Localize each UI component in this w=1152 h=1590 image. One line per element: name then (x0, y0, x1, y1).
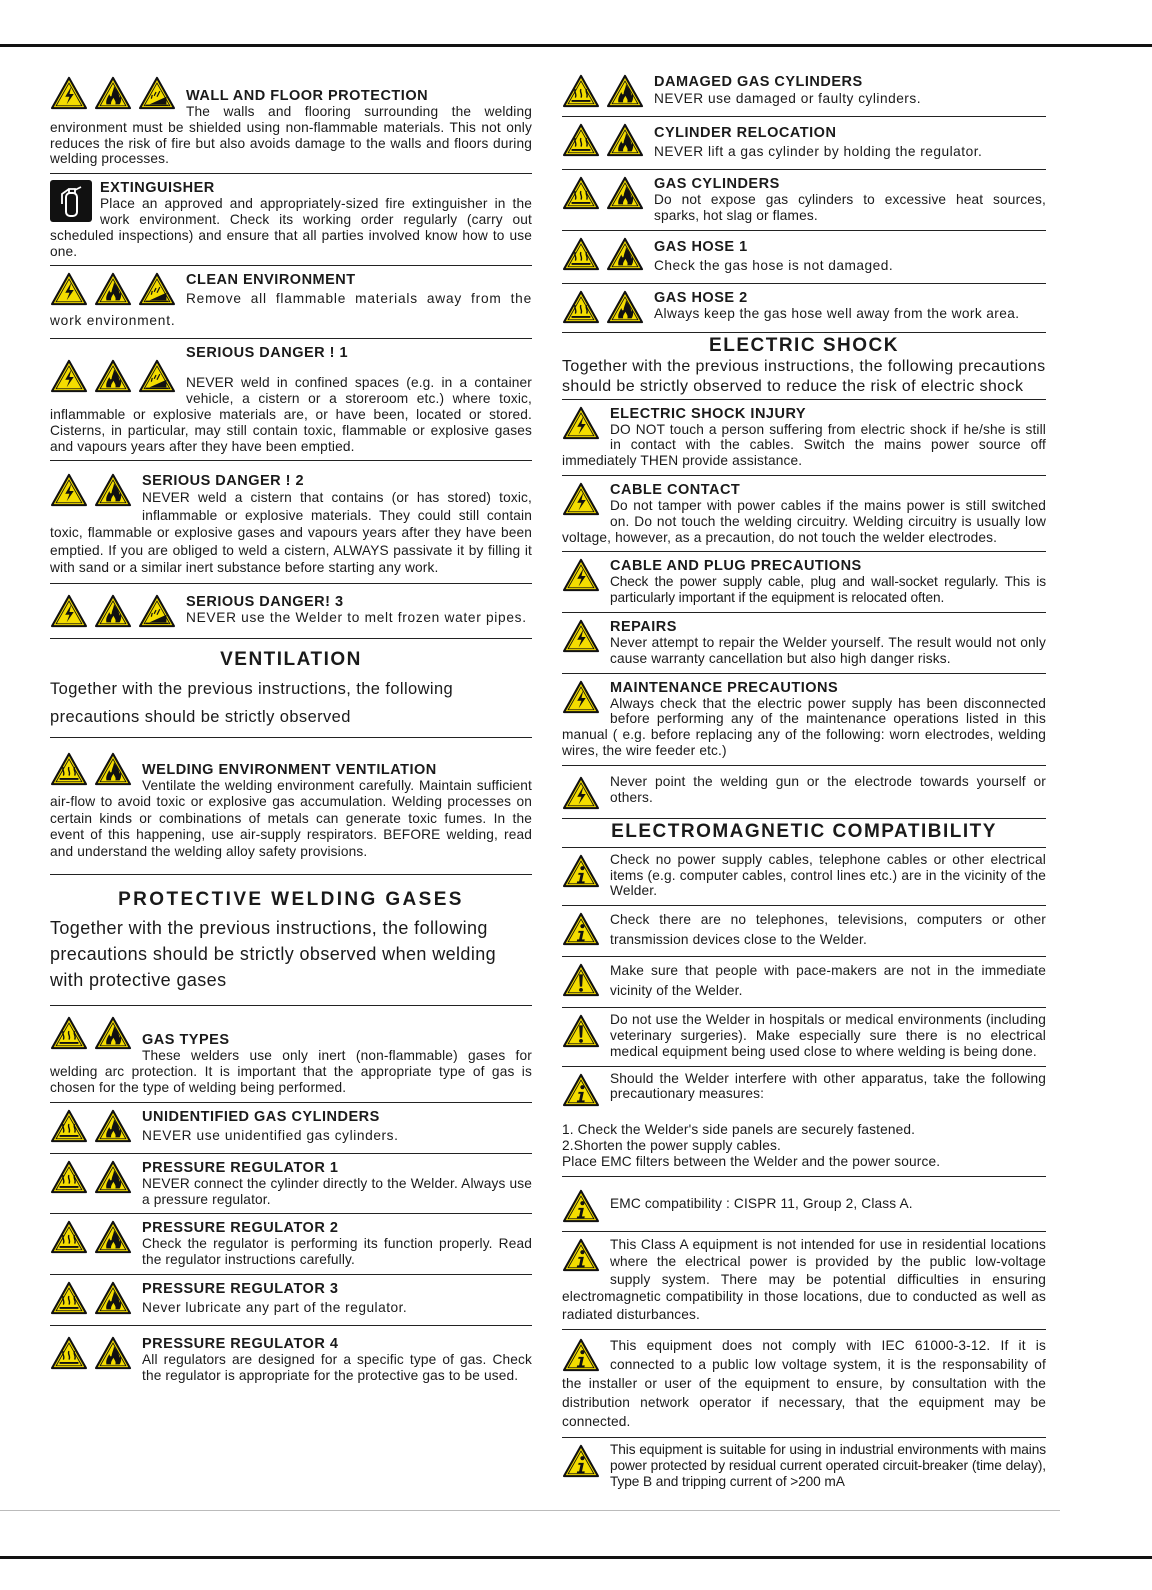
electric-shock-warning-icon (50, 473, 88, 507)
emc-heading: ELECTROMAGNETIC COMPATIBILITY (562, 819, 1046, 848)
section-text: All regulators are designed for a specific type of gas. Check the regulator is appropriate for the protective gas to be used. (142, 1351, 532, 1383)
section-text: Make sure that people with pace-makers are not in the immediate vicinity of the Welder. (610, 963, 1046, 999)
electric-shock-injury-section (562, 400, 1046, 476)
welding-ventilation-section (50, 738, 532, 876)
gas-hose-1-section (562, 231, 1046, 284)
information-warning-icon (562, 1189, 600, 1223)
cable-contact-section (562, 476, 1046, 552)
gas-hose-2-section (562, 284, 1046, 333)
section-text: Do not use the Welder in hospitals or medical environments (including veterinary surgeries). Make especially sure there is no electrical medical equipment being used close to where welding is being done. (610, 1012, 1046, 1059)
electric-shock-intro: Together with the previous instructions, the following precautions should be strictly observed to reduce the risk of electric shock (562, 357, 1046, 400)
hot-surface-warning-icon (50, 1160, 88, 1194)
fire-extinguisher-icon (50, 180, 92, 222)
section-text: NEVER connect the cylinder directly to the Welder. Always use a pressure regulator. (142, 1175, 532, 1207)
right-column (562, 70, 1046, 1495)
section-title: DAMAGED GAS CYLINDERS (654, 74, 863, 90)
electric-shock-warning-icon (562, 680, 600, 714)
section-text: Never attempt to repair the Welder yourself. The result would not only cause warranty cancellation but also high danger risks. (610, 634, 1046, 666)
section-title: MAINTENANCE PRECAUTIONS (610, 679, 839, 696)
section-text: Remove all flammable materials away from the work environment. (50, 291, 532, 329)
section-text: NEVER use damaged or faulty cylinders. (654, 91, 922, 106)
electric-shock-heading: ELECTRIC SHOCK (709, 334, 899, 356)
section-text: Do not tamper with power cables if the mains power is still switched on. Do not touch the welding circuitry. Welding circuitry is usually low voltage, however, as a precaution, do not touch the welder electrodes. (562, 497, 1046, 545)
fire-warning-icon (94, 1281, 132, 1315)
emc-industrial-section (562, 1438, 1046, 1495)
electric-shock-warning-icon (562, 406, 600, 440)
flammable-materials-warning-icon (138, 76, 176, 110)
ventilation-heading: VENTILATION (220, 648, 362, 670)
hot-surface-warning-icon (562, 237, 600, 271)
hot-surface-warning-icon (50, 1281, 88, 1315)
emc-compatibility-section (562, 1177, 1046, 1232)
information-warning-icon (562, 1073, 600, 1107)
damaged-cylinders-section (562, 70, 1046, 117)
cylinder-relocation-section (562, 117, 1046, 170)
section-title: CABLE AND PLUG PRECAUTIONS (610, 558, 862, 575)
gas-types-section (50, 1006, 532, 1102)
section-title: PRESSURE REGULATOR 1 (142, 1159, 339, 1176)
fire-warning-icon (606, 176, 644, 210)
section-text: This equipment does not comply with IEC 61000-3-12. If it is connected to a public low voltage system, it is the responsability of the installer or user of the equipment to ensure, by consultation with the distribution network operator if necessary, that the equipment may be connected. (562, 1338, 1046, 1430)
section-text: Check no power supply cables, telephone cables or other electrical items (e.g. computer cables, control lines etc.) are in the vicinity of the Welder. (610, 851, 1046, 899)
section-text: Should the Welder interfere with other apparatus, take the following precautionary measures: (610, 1070, 1046, 1102)
fire-warning-icon (94, 1160, 132, 1194)
wall-floor-protection-section (50, 70, 532, 174)
welding-gun-section (562, 766, 1046, 819)
section-text: NEVER weld in confined spaces (e.g. in a container vehicle, a cistern or a storeroom etc.) where toxic, inflammable or explosive materials are, or have been, located or stored. Cisterns, in particular, may still contain toxic, flammable or explosive gases and vapours years after they have been emptied. (50, 375, 532, 454)
flammable-materials-warning-icon (138, 272, 176, 306)
section-text: Always keep the gas hose well away from the work area. (654, 305, 1020, 321)
section-title: CYLINDER RELOCATION (654, 125, 837, 141)
fire-warning-icon (94, 359, 132, 393)
section-text: DO NOT touch a person suffering from electric shock if he/she is still in contact with the cables. Switch the mains power source off immediately THEN provide assistance. (562, 421, 1046, 469)
pressure-regulator-1-section (50, 1154, 532, 1215)
section-text: Always check that the electric power supply has been disconnected before performing any of the maintenance operations listed in this manual ( e.g. before replacing any of the following: worn electrodes, welding wires, the wire feeder etc.) (562, 695, 1046, 758)
section-text: Check the gas hose is not damaged. (654, 257, 894, 273)
section-title: PRESSURE REGULATOR 2 (142, 1220, 339, 1237)
hot-surface-warning-icon (50, 1016, 88, 1050)
section-title: GAS HOSE 2 (654, 289, 748, 306)
fire-warning-icon (94, 272, 132, 306)
information-warning-icon (562, 1238, 600, 1272)
section-title: SERIOUS DANGER ! 1 (186, 345, 349, 362)
hot-surface-warning-icon (50, 1109, 88, 1143)
section-text: These welders use only inert (non-flammable) gases for welding arc protection. It is important that the appropriate type of gas is chosen for the type of welding being performed. (50, 1048, 532, 1095)
pressure-regulator-2-section (50, 1214, 532, 1275)
serious-danger-1-section (50, 339, 532, 461)
pressure-regulator-4-section (50, 1326, 532, 1390)
information-warning-icon (562, 1338, 600, 1372)
maintenance-precautions-section (562, 674, 1046, 766)
section-text: NEVER lift a gas cylinder by holding the regulator. (654, 144, 983, 159)
bottom-thin-rule (0, 1510, 1060, 1511)
unidentified-cylinders-section (50, 1103, 532, 1154)
gas-cylinders-section (562, 170, 1046, 231)
section-text: NEVER weld a cistern that contains (or has stored) toxic, inflammable or explosive materials. They could still contain toxic, flammable or explosive gases and vapours years after they have been emptied. If you are obliged to weld a cistern, ALWAYS passivate it by filling it with sand or a similar inert substance before starting any work. (50, 490, 532, 576)
section-text: Never point the welding gun or the electrode towards yourself or others. (610, 773, 1046, 805)
electric-shock-warning-icon (50, 76, 88, 110)
section-title: EXTINGUISHER (100, 180, 215, 197)
emc-pacemakers-section (562, 957, 1046, 1008)
section-title: SERIOUS DANGER ! 2 (142, 473, 305, 490)
section-text: Check the power supply cable, plug and wall-socket regularly. This is particularly important if the equipment is relocated often. (610, 574, 1046, 606)
section-title: UNIDENTIFIED GAS CYLINDERS (142, 1108, 380, 1125)
section-title: ELECTRIC SHOCK INJURY (610, 405, 807, 422)
fire-warning-icon (94, 76, 132, 110)
fire-warning-icon (94, 1336, 132, 1370)
section-text: Check the regulator is performing its function properly. Read the regulator instructions carefully. (142, 1236, 532, 1268)
section-text: EMC compatibility : CISPR 11, Group 2, Class A. (610, 1195, 913, 1211)
section-title: CABLE CONTACT (610, 481, 741, 498)
information-warning-icon (562, 1444, 600, 1478)
electric-shock-warning-icon (50, 359, 88, 393)
fire-warning-icon (606, 290, 644, 324)
information-warning-icon (562, 912, 600, 946)
fire-warning-icon (94, 473, 132, 507)
electric-shock-warning-icon (562, 558, 600, 592)
fire-warning-icon (94, 1220, 132, 1254)
section-text: Do not expose gas cylinders to excessive heat sources, sparks, hot slag or flames. (654, 192, 1046, 223)
electric-shock-warning-icon (562, 482, 600, 516)
hot-surface-warning-icon (50, 752, 88, 786)
serious-danger-2-section (50, 461, 532, 584)
section-title: CLEAN ENVIRONMENT (186, 272, 356, 289)
section-title: PRESSURE REGULATOR 4 (142, 1335, 339, 1352)
protective-gases-heading: PROTECTIVE WELDING GASES (118, 889, 464, 911)
fire-warning-icon (606, 74, 644, 108)
top-rule (0, 44, 1152, 47)
fire-warning-icon (94, 1016, 132, 1050)
section-text: Never lubricate any part of the regulator. (142, 1299, 408, 1315)
extinguisher-section (50, 174, 532, 266)
fire-warning-icon (94, 1109, 132, 1143)
emc-devices-section (562, 906, 1046, 957)
flammable-materials-warning-icon (138, 594, 176, 628)
emc-measure-line: 2.Shorten the power supply cables. (562, 1137, 781, 1153)
bottom-rule (0, 1556, 1152, 1559)
emc-measure-line: 1. Check the Welder's side panels are securely fastened. (562, 1122, 916, 1138)
hot-surface-warning-icon (562, 176, 600, 210)
hot-surface-warning-icon (50, 1220, 88, 1254)
hot-surface-warning-icon (562, 123, 600, 157)
section-title: GAS CYLINDERS (654, 176, 780, 192)
electric-shock-warning-icon (50, 272, 88, 306)
emc-class-a-section (562, 1232, 1046, 1331)
electric-shock-warning-icon (562, 619, 600, 653)
section-text: NEVER use unidentified gas cylinders. (142, 1127, 399, 1143)
section-title: WALL AND FLOOR PROTECTION (186, 88, 429, 104)
fire-warning-icon (94, 594, 132, 628)
section-title: REPAIRS (610, 618, 677, 635)
hot-surface-warning-icon (50, 1336, 88, 1370)
emc-hospitals-section (562, 1008, 1046, 1066)
general-warning-icon (562, 1014, 600, 1048)
clean-environment-section (50, 266, 532, 339)
section-title: PRESSURE REGULATOR 3 (142, 1280, 339, 1297)
fire-warning-icon (606, 237, 644, 271)
hot-surface-warning-icon (562, 290, 600, 324)
section-text: This equipment is suitable for using in industrial environments with mains power protected by residual current operated circuit-breaker (time delay), Type B and tripping current of >200 mA (610, 1442, 1046, 1489)
section-title: GAS HOSE 1 (654, 238, 748, 255)
section-text: Place an approved and appropriately-sized fire extinguisher in the work environment. Check its working order regularly (carry out scheduled inspections) and ensure that all parties involved know how to use one. (50, 196, 532, 259)
general-warning-icon (562, 963, 600, 997)
section-title: WELDING ENVIRONMENT VENTILATION (142, 761, 437, 778)
left-column (50, 70, 532, 1390)
section-text: Ventilate the welding environment carefully. Maintain sufficient air-flow to avoid toxic or explosive gas accumulation. Welding processes on certain kinds or combinations of metals can generate toxic fumes. In the event of this happening, use air-supply respirators. BEFORE welding, read and understand the welding alloy safety provisions. (50, 777, 532, 859)
emc-iec-section (562, 1330, 1046, 1438)
pressure-regulator-3-section (50, 1275, 532, 1326)
serious-danger-3-section (50, 584, 532, 639)
flammable-materials-warning-icon (138, 359, 176, 393)
information-warning-icon (562, 854, 600, 888)
fire-warning-icon (94, 752, 132, 786)
electric-shock-warning-icon (562, 776, 600, 810)
fire-warning-icon (606, 123, 644, 157)
section-text: This Class A equipment is not intended for use in residential locations where the electrical power is provided by the public low-voltage supply system. There may be potential difficulties in ensuring electromagnetic compatibility in those locations, due to conducted as well as radiated disturbances. (562, 1236, 1046, 1322)
section-text: NEVER use the Welder to melt frozen water pipes. (186, 609, 527, 625)
ventilation-intro: Together with the previous instructions, the following precautions should be strictly observed (50, 675, 532, 738)
electric-shock-warning-icon (50, 594, 88, 628)
hot-surface-warning-icon (562, 74, 600, 108)
section-text: Check there are no telephones, televisions, computers or other transmission devices close to the Welder. (610, 912, 1046, 948)
repairs-section (562, 613, 1046, 674)
emc-interference-section (562, 1067, 1046, 1177)
emc-measure-line: Place EMC filters between the Welder and the power source. (562, 1153, 941, 1169)
cable-plug-precautions-section (562, 552, 1046, 613)
section-text: The walls and flooring surrounding the welding environment must be shielded using non-flammable materials. This not only reduces the risk of fire but also avoids damage to the walls and floors during welding processes. (50, 104, 532, 167)
section-title: SERIOUS DANGER! 3 (186, 593, 344, 610)
emc-cables-section (562, 848, 1046, 906)
protective-gases-intro: Together with the previous instructions, the following precautions should be strictly observed when welding with protective gases (50, 915, 532, 1006)
section-title: GAS TYPES (142, 1032, 230, 1049)
